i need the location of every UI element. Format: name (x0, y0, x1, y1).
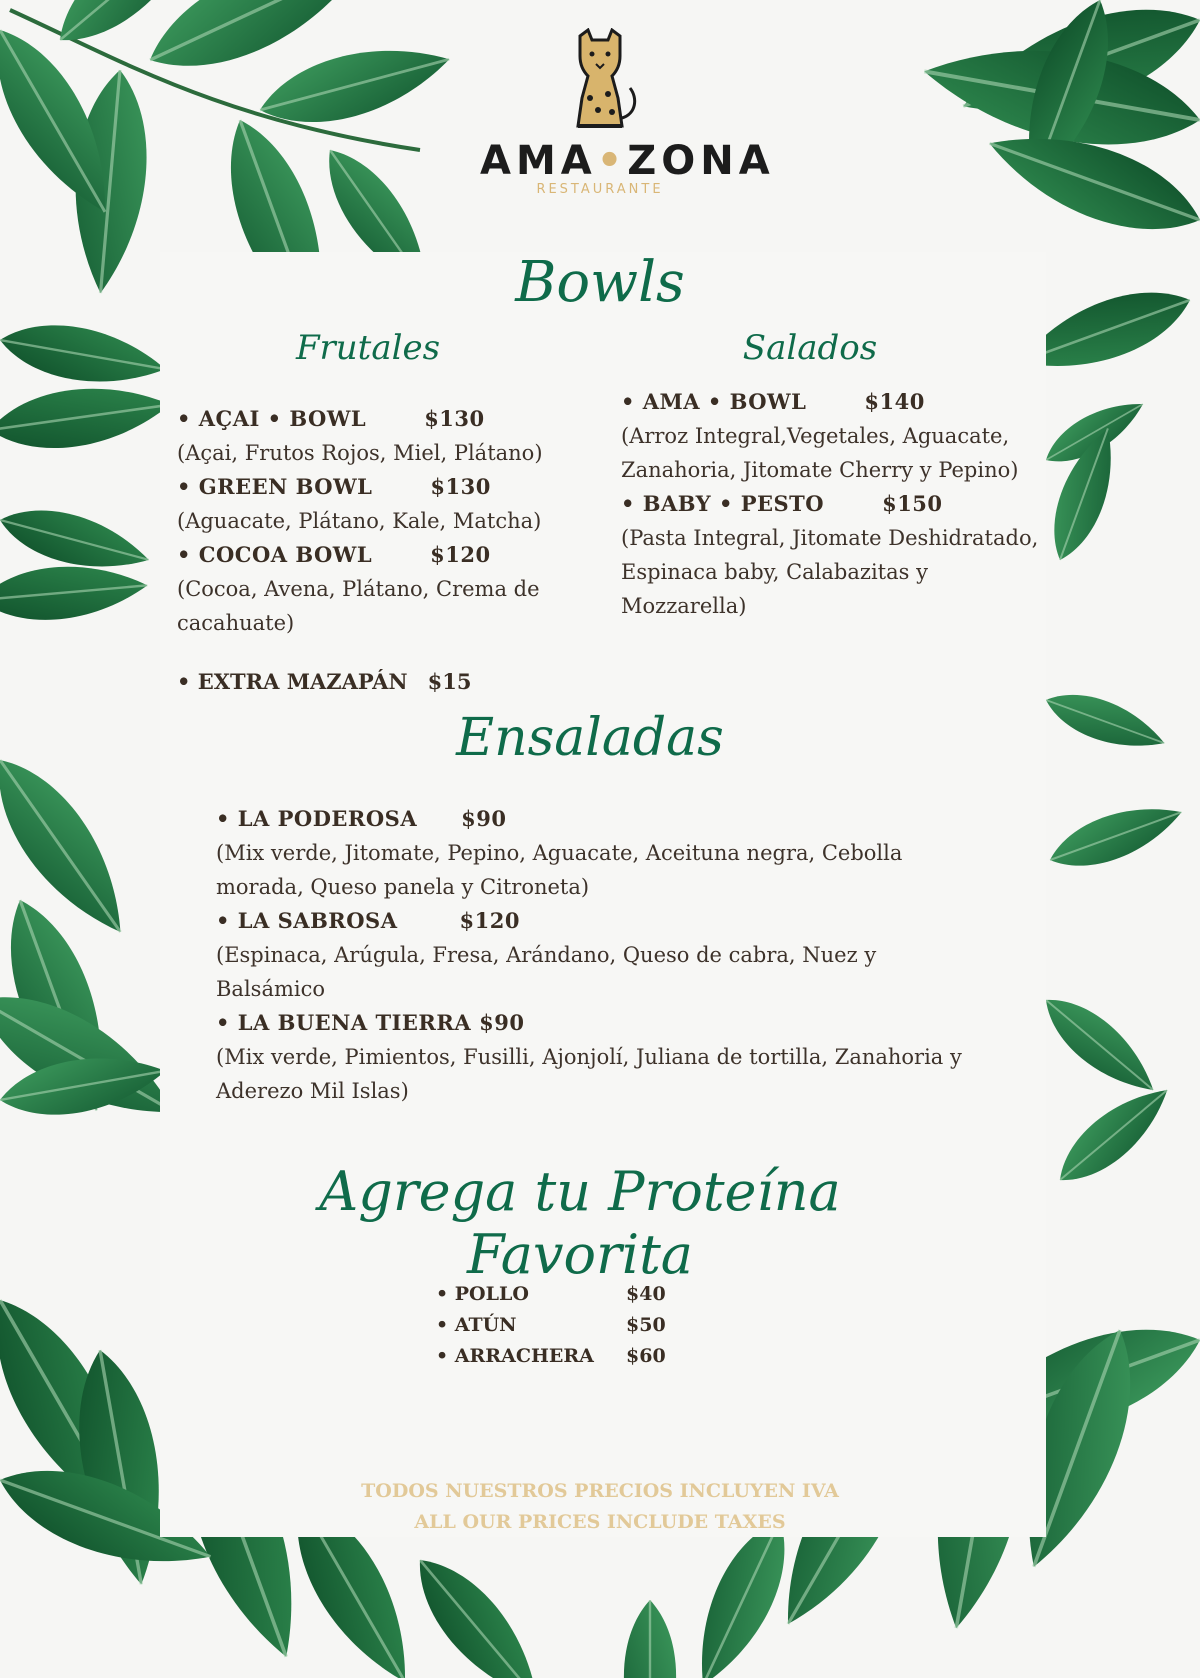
item-description: (Arroz Integral,Vegetales, Aguacate, Zanahoria, Jitomate Cherry y Pepino) (621, 424, 1019, 482)
item-name: • COCOA BOWL (177, 542, 373, 567)
menu-item (177, 538, 587, 640)
extra-name: • EXTRA MAZAPÁN (177, 669, 408, 694)
item-name: • AÇAI • BOWL (177, 406, 367, 431)
menu-item (177, 470, 587, 538)
proteina-list (436, 1279, 736, 1372)
item-description: (Mix verde, Pimientos, Fusilli, Ajonjolí, Juliana de tortilla, Zanahoria y Aderezo Mil Islas) (216, 1045, 962, 1103)
protein-item (436, 1341, 736, 1372)
item-price: $130 (430, 474, 491, 499)
item-price: $120 (430, 542, 491, 567)
frutales-heading: Frutales (295, 328, 441, 368)
brand-name-part2: ZONA (627, 138, 775, 184)
item-name: • LA SABROSA (216, 908, 398, 933)
item-name: • LA PODEROSA (216, 806, 418, 831)
menu-item (621, 487, 1041, 623)
item-price: $120 (459, 908, 520, 933)
item-price: $140 (864, 389, 925, 414)
item-description: (Aguacate, Plátano, Kale, Matcha) (177, 509, 542, 533)
ensaladas-heading: Ensaladas (456, 708, 724, 768)
menu-item (216, 1006, 976, 1108)
brand-logo (480, 28, 775, 197)
item-name: • AMA • BOWL (621, 389, 807, 414)
extra-price: $15 (427, 669, 472, 694)
jaguar-icon (558, 28, 642, 134)
item-description: (Cocoa, Avena, Plátano, Crema de cacahuate) (177, 577, 540, 635)
protein-price: $60 (626, 1345, 666, 1367)
ensaladas-list (216, 802, 976, 1108)
item-name: • LA BUENA TIERRA (216, 1010, 472, 1035)
extra-item (177, 669, 471, 694)
brand-name (480, 138, 775, 184)
brand-name-part1: AMA (480, 138, 597, 184)
menu-item (621, 385, 1041, 487)
item-price: $90 (479, 1010, 525, 1035)
item-price: $130 (424, 406, 485, 431)
protein-price: $50 (626, 1314, 666, 1336)
brand-separator: • (596, 138, 628, 184)
item-description: (Pasta Integral, Jitomate Deshidratado, Espinaca baby, Calabazitas y Mozzarella) (621, 526, 1039, 618)
protein-price: $40 (626, 1283, 666, 1305)
item-name: • BABY • PESTO (621, 491, 825, 516)
protein-item (436, 1279, 736, 1310)
proteina-heading: Agrega tu Proteína Favorita (319, 1160, 841, 1286)
menu-item (177, 402, 587, 470)
brand-subtitle: RESTAURANTE (536, 182, 664, 197)
item-description: (Açai, Frutos Rojos, Miel, Plátano) (177, 441, 543, 465)
item-description: (Espinaca, Arúgula, Fresa, Arándano, Queso de cabra, Nuez y Balsámico (216, 943, 877, 1001)
tax-note-english: ALL OUR PRICES INCLUDE TAXES (414, 1511, 786, 1533)
item-price: $90 (461, 806, 507, 831)
salados-list (621, 385, 1041, 623)
tax-note-spanish: TODOS NUESTROS PRECIOS INCLUYEN IVA (361, 1480, 839, 1502)
salados-heading: Salados (742, 328, 878, 368)
menu-item (216, 802, 976, 904)
protein-name: • POLLO (436, 1283, 529, 1305)
item-description: (Mix verde, Jitomate, Pepino, Aguacate, Aceituna negra, Cebolla morada, Queso panela y Citroneta) (216, 841, 903, 899)
bowls-heading: Bowls (515, 250, 685, 315)
protein-name: • ARRACHERA (436, 1345, 594, 1367)
item-price: $150 (882, 491, 943, 516)
protein-item (436, 1310, 736, 1341)
tax-note (300, 1476, 900, 1538)
item-name: • GREEN BOWL (177, 474, 373, 499)
menu-item (216, 904, 976, 1006)
protein-name: • ATÚN (436, 1314, 517, 1336)
frutales-list (177, 402, 587, 640)
